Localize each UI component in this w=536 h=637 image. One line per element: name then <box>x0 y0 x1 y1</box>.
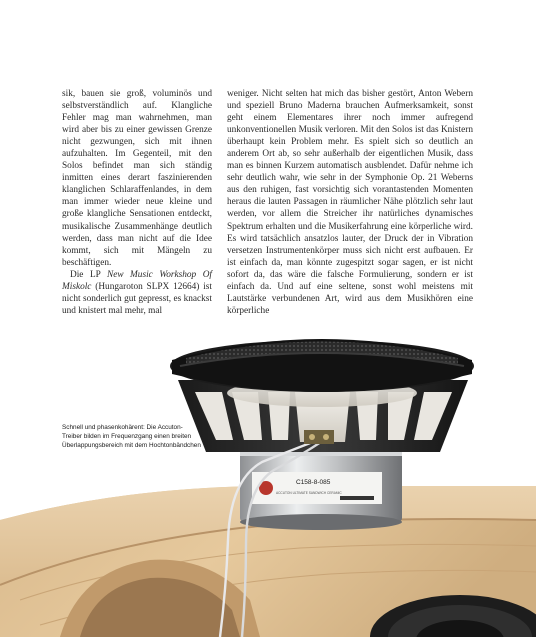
driver-model-label: C158-8-085 <box>296 479 331 486</box>
text-column-left <box>62 88 212 317</box>
paragraph <box>62 269 212 317</box>
photo-caption: Schnell und phasenkohärent: Die Accuton-Treiber bilden im Frequenzgang einen breiten Überlappungsbereich mit dem Hochtonbändchen <box>62 424 201 449</box>
text-column-right <box>227 88 473 317</box>
text-run: Die LP <box>70 269 107 280</box>
paragraph: weniger. Nicht selten hat mich das bisher gestört, Anton Webern und speziell Bruno Maderna brauchen Aufmerksamkeit, sonst geht einem Elementares ihrer noch immer aufregend unkonventionellen Musik verloren. Mit den Solos ist das Knistern überhaupt kein Problem mehr. Es spielt sich so deutlich an anderem Ort ab, so sehr außerhalb der eigentlichen Musik, dass man es binnen Kurzem automatisch ausblendet. Dafür nehme ich sehr deutlich wahr, wie sehr in der Symphonie Op. 21 Weberns aus den ruhigen, fast vorsichtig sich vorantastenden Momenten heraus die lauten Passagen in räumlicher Nähe plötzlich sehr laut werden, vor allem die Streicher ihr natürliches dynamisches Spektrum erhalten und die Musikerfahrung eine körperliche wird. Es wird tatsächlich ansatzlos lauter, der Druck der in Vibration versetzen Instrumentenkörper muss sich nicht erst aufbauen. Er ist einfach da, man könnte zugespitzt sogar sagen, er ist nicht sofort da, das wäre die falsche Formulierung, sondern er ist einfach da. Und auf eine seltene, sonst wohl meistens mit Lautstärke verbundenen Art, wird aus dem Musikhören eine körperliche <box>227 89 473 316</box>
driver-brand-label: ACCUTON ULTIMATE SANDWICH CERAMIC <box>276 491 342 495</box>
paragraph: sik, bauen sie groß, voluminös und selbstverständlich auf. Klangliche Fehler mag man wahrnehmen, man wird aber bis zu einer gewissen Grenze nicht gezwungen, sich mit ihnen aufzuhalten. Im Gegenteil, mit den Solos befindet man sich ständig inmitten eines derart faszinierenden klanglichen Schlaraffenlandes, in dem man immer wieder neue kleine und große klangliche Sensationen entdeckt, musikalische Zusammenhänge deutlich werden, dass man nicht auf die Idee kommt, sich mit Mängeln zu beschäftigen. <box>62 89 212 268</box>
text-run: (Hungaroton SLPX 12664) ist nicht sonderlich gut gepresst, es knackst und knistert mal mehr, mal <box>62 281 212 316</box>
record-title: New Music Workshop Of Miskolc <box>62 269 212 292</box>
